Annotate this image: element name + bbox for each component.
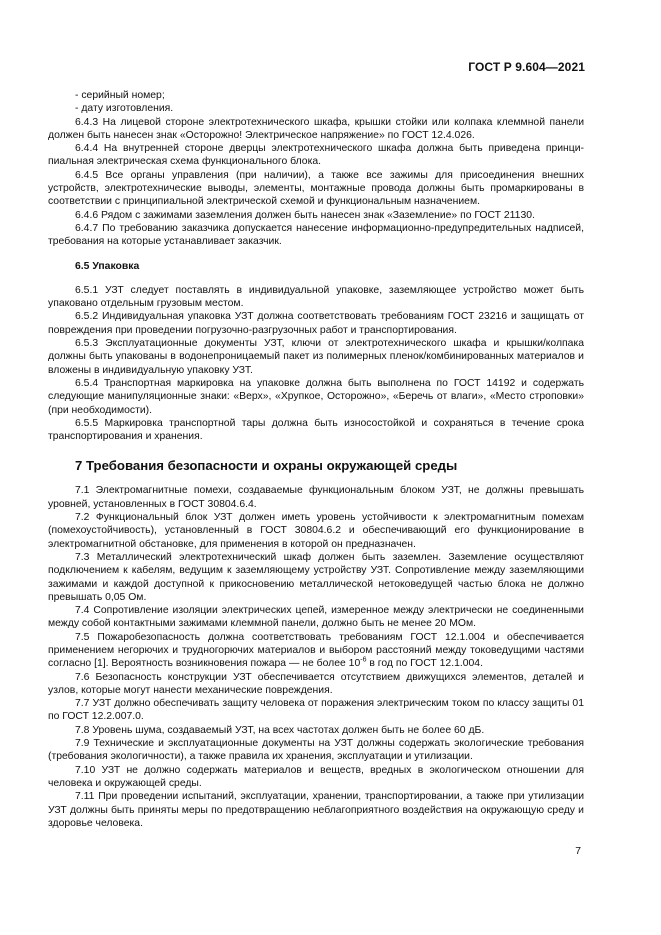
paragraph-7-5-text-b: в год по ГОСТ 12.1.004. xyxy=(366,658,483,670)
exponent: -6 xyxy=(360,656,367,664)
paragraph-7-4: 7.4 Сопротивление изоляции электрических цепей, измеренное между электрически не соединенными между собой контактными зажимами клеммной панели, должно быть не менее 20 МОм. xyxy=(48,605,584,630)
document-body xyxy=(48,89,584,830)
paragraph-6-4-5: 6.4.5 Все органы управления (при наличии), а также все зажимы для присоединения внешних устройств, электротехнические выводы, элементы, монтажные провода должны быть промаркированы в соответствии с принципиальной электрической схемой и функциональным назначением. xyxy=(48,169,584,208)
section-heading-6-5: 6.5 Упаковка xyxy=(75,260,140,272)
list-item-manufacture-date: - дату изготовления. xyxy=(75,103,174,115)
page-number: 7 xyxy=(575,846,581,857)
paragraph-7-5-text-a: 7.5 Пожаробезопасность должна соответствовать требованиям ГОСТ 12.1.004 и обеспечивается применением негорючих и трудногорючих материалов и выбором расстояний между токоведущими частями согласно [1]. Вероятность возникновения пожара — не более 10 xyxy=(48,631,584,670)
paragraph-6-5-5: 6.5.5 Маркировка транспортной тары должна быть износостойкой и сохраняться в течение срока транспортирования и хранения. xyxy=(48,417,584,443)
list-item-serial-number: - серийный номер; xyxy=(75,90,165,101)
paragraph-7-1: 7.1 Электромагнитные помехи, создаваемые функциональным блоком УЗТ, не должны превышать уровней, установленных в ГОСТ 30804.6.4. xyxy=(48,485,584,510)
paragraph-7-10: 7.10 УЗТ не должно содержать материалов и веществ, вредных в экологическом отношении для человека и окружающей среды. xyxy=(48,764,584,789)
paragraph-6-5-3: 6.5.3 Эксплуатационные документы УЗТ, ключи от электротехнического шкафа и крышки/колпака должны быть упакованы в водонепроницаемый пакет из полимерных пленок/комбинированных материалов и вложены в индивидуальную упаковку УЗТ. xyxy=(48,338,584,376)
section-heading-7: 7 Требования безопасности и охраны окружающей среды xyxy=(75,458,458,474)
paragraph-6-5-4: 6.5.4 Транспортная маркировка на упаковке должна быть выполнена по ГОСТ 14192 и содержать следующие манипуляционные знаки: «Верх», «Хрупкое, Осторожно», «Беречь от влаги», «Место строповки» (при необходимости). xyxy=(48,377,584,416)
paragraph-7-7: 7.7 УЗТ должно обеспечивать защиту человека от поражения электрическим током по классу защиты 01 по ГОСТ 12.2.007.0. xyxy=(48,698,584,723)
paragraph-6-4-6: 6.4.6 Рядом с зажимами заземления должен быть нанесен знак «Заземление» по ГОСТ 21130. xyxy=(75,209,535,221)
paragraph-7-11: 7.11 При проведении испытаний, эксплуатации, хранении, транспортировании, а также при утилизации УЗТ должны быть приняты меры по предотвращению неблагоприятного воздействия на окружающую среду и здоровье человека. xyxy=(48,791,584,829)
paragraph-6-4-7: 6.4.7 По требованию заказчика допускается нанесение информационно-предупредительных надписей, требования на которые устанавливает заказчик. xyxy=(48,222,584,248)
paragraph-7-8: 7.8 Уровень шума, создаваемый УЗТ, на всех частотах должен быть не более 60 дБ. xyxy=(75,724,485,736)
paragraph-7-2: 7.2 Функциональный блок УЗТ должен иметь уровень устойчивости к электромагнитным помехам (помехоустойчивость), установленный в ГОСТ 30804.6.2 и обеспечивающий его функционирование в электромагнитной обстановке, для применения в которой он предназначен. xyxy=(48,512,584,550)
document-id-header: ГОСТ Р 9.604—2021 xyxy=(468,60,585,74)
paragraph-7-5 xyxy=(48,631,584,671)
paragraph-7-9: 7.9 Технические и эксплуатационные документы на УЗТ должны содержать экологические требования (требования экологичности), а также правила их хранения, эксплуатации и утилизации. xyxy=(48,738,584,763)
paragraph-6-5-1: 6.5.1 УЗТ следует поставлять в индивидуальной упаковке, заземляющее устройство может быть упаковано отдельным грузовым местом. xyxy=(48,284,584,310)
paragraph-7-6: 7.6 Безопасность конструкции УЗТ обеспечивается отсутствием движущихся элементов, деталей и узлов, которые могут нанести механические повреждения. xyxy=(48,671,584,696)
paragraph-7-3: 7.3 Металлический электротехнический шкаф должен быть заземлен. Заземление осуществляют подключением к кабелям, ведущим к заземляющему устройству УЗТ. Сопротивление между заземляющими зажимами и каждой доступной к прикосновению металлической нетоковедущей частью блока не должно превышать 0,05 Ом. xyxy=(48,551,584,603)
paragraph-6-4-4: 6.4.4 На внутренней стороне дверцы электротехнического шкафа должна быть приведена принципиальная электрическая схема функционального блока. xyxy=(48,143,584,168)
paragraph-6-5-2: 6.5.2 Индивидуальная упаковка УЗТ должна соответствовать требованиям ГОСТ 23216 и защищать от повреждения при проведении погрузочно-разгрузочных работ и транспортирования. xyxy=(48,311,584,336)
paragraph-6-4-3: 6.4.3 На лицевой стороне электротехнического шкафа, крышки стойки или колпака клеммной панели должен быть нанесен знак «Осторожно! Электрическое напряжение» по ГОСТ 12.4.026. xyxy=(48,116,584,141)
